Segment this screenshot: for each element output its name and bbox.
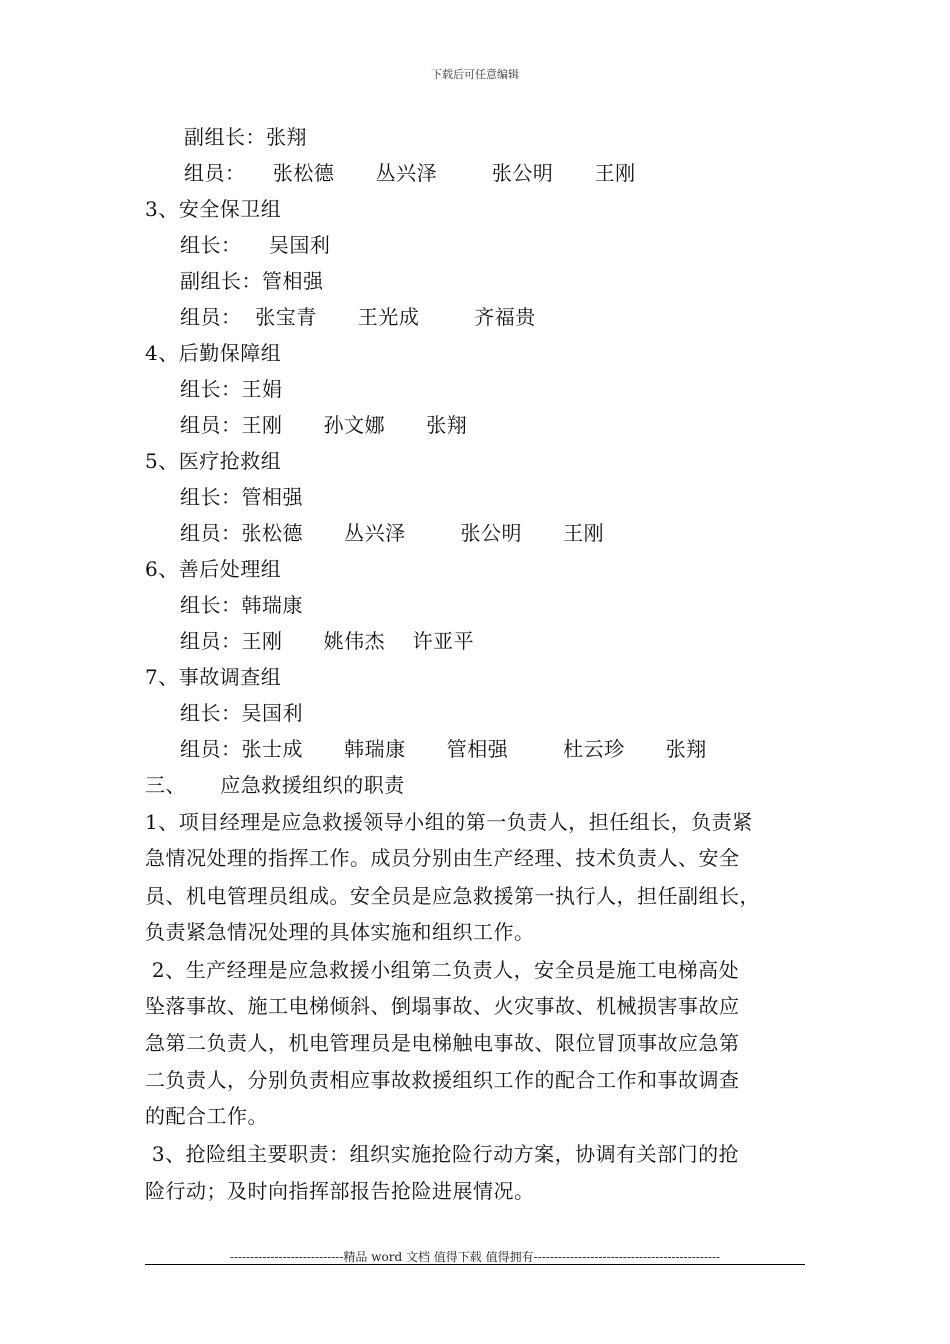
doc-line: 组长：韩瑞康 (180, 593, 303, 617)
paragraph-line: 二负责人，分别负责相应事故救援组织工作的配合工作和事故调查 (145, 1068, 740, 1092)
section-heading: 6、善后处理组 (145, 557, 282, 581)
doc-line: 组长：管相强 (180, 485, 303, 509)
page-footer-text: ----------------------------精品 word 文档 值得下载 值得拥有---------------------------------------------- (229, 1250, 721, 1264)
paragraph-line: 负责紧急情况处理的具体实施和组织工作。 (145, 920, 535, 944)
section-heading: 4、后勤保障组 (145, 341, 282, 365)
footer-rule (145, 1264, 805, 1265)
paragraph-line: 2、生产经理是应急救援小组第二负责人，安全员是施工电梯高处 (145, 958, 740, 982)
doc-line: 组长：王娟 (180, 377, 283, 401)
doc-line: 组员： 张松德 丛兴泽 张公明 王刚 (184, 161, 636, 185)
doc-line: 组长： 吴国利 (180, 233, 331, 257)
section-heading: 5、医疗抢救组 (145, 449, 282, 473)
doc-line: 组员：张士成 韩瑞康 管相强 杜云珍 张翔 (180, 737, 707, 761)
paragraph-line: 员、机电管理员组成。安全员是应急救援第一执行人，担任副组长， (145, 884, 760, 908)
doc-line: 副组长：张翔 (184, 125, 307, 149)
paragraph-line: 急第二负责人，机电管理员是电梯触电事故、限位冒顶事故应急第 (145, 1031, 740, 1055)
page-header-note: 下载后可任意编辑 (431, 68, 519, 81)
paragraph-line: 的配合工作。 (145, 1104, 268, 1128)
section-heading: 7、事故调查组 (145, 665, 282, 689)
doc-line: 组员： 张宝青 王光成 齐福贵 (180, 305, 536, 329)
doc-line: 组员：张松德 丛兴泽 张公明 王刚 (180, 521, 605, 545)
doc-line: 组员：王刚 姚伟杰 许亚平 (180, 629, 475, 653)
doc-line: 组员：王刚 孙文娜 张翔 (180, 413, 468, 437)
paragraph-line: 3、抢险组主要职责：组织实施抢险行动方案，协调有关部门的抢 (145, 1142, 740, 1166)
doc-line: 组长：吴国利 (180, 701, 303, 725)
paragraph-line: 险行动；及时向指挥部报告抢险进展情况。 (145, 1179, 535, 1203)
section-heading: 三、 应急救援组织的职责 (145, 773, 405, 797)
section-heading: 3、安全保卫组 (145, 197, 282, 221)
paragraph-line: 1、项目经理是应急救援领导小组的第一负责人，担任组长，负责紧 (145, 810, 753, 834)
paragraph-line: 坠落事故、施工电梯倾斜、倒塌事故、火灾事故、机械损害事故应 (145, 994, 740, 1018)
doc-line: 副组长：管相强 (180, 269, 324, 293)
paragraph-line: 急情况处理的指挥工作。成员分别由生产经理、技术负责人、安全 (145, 846, 740, 870)
